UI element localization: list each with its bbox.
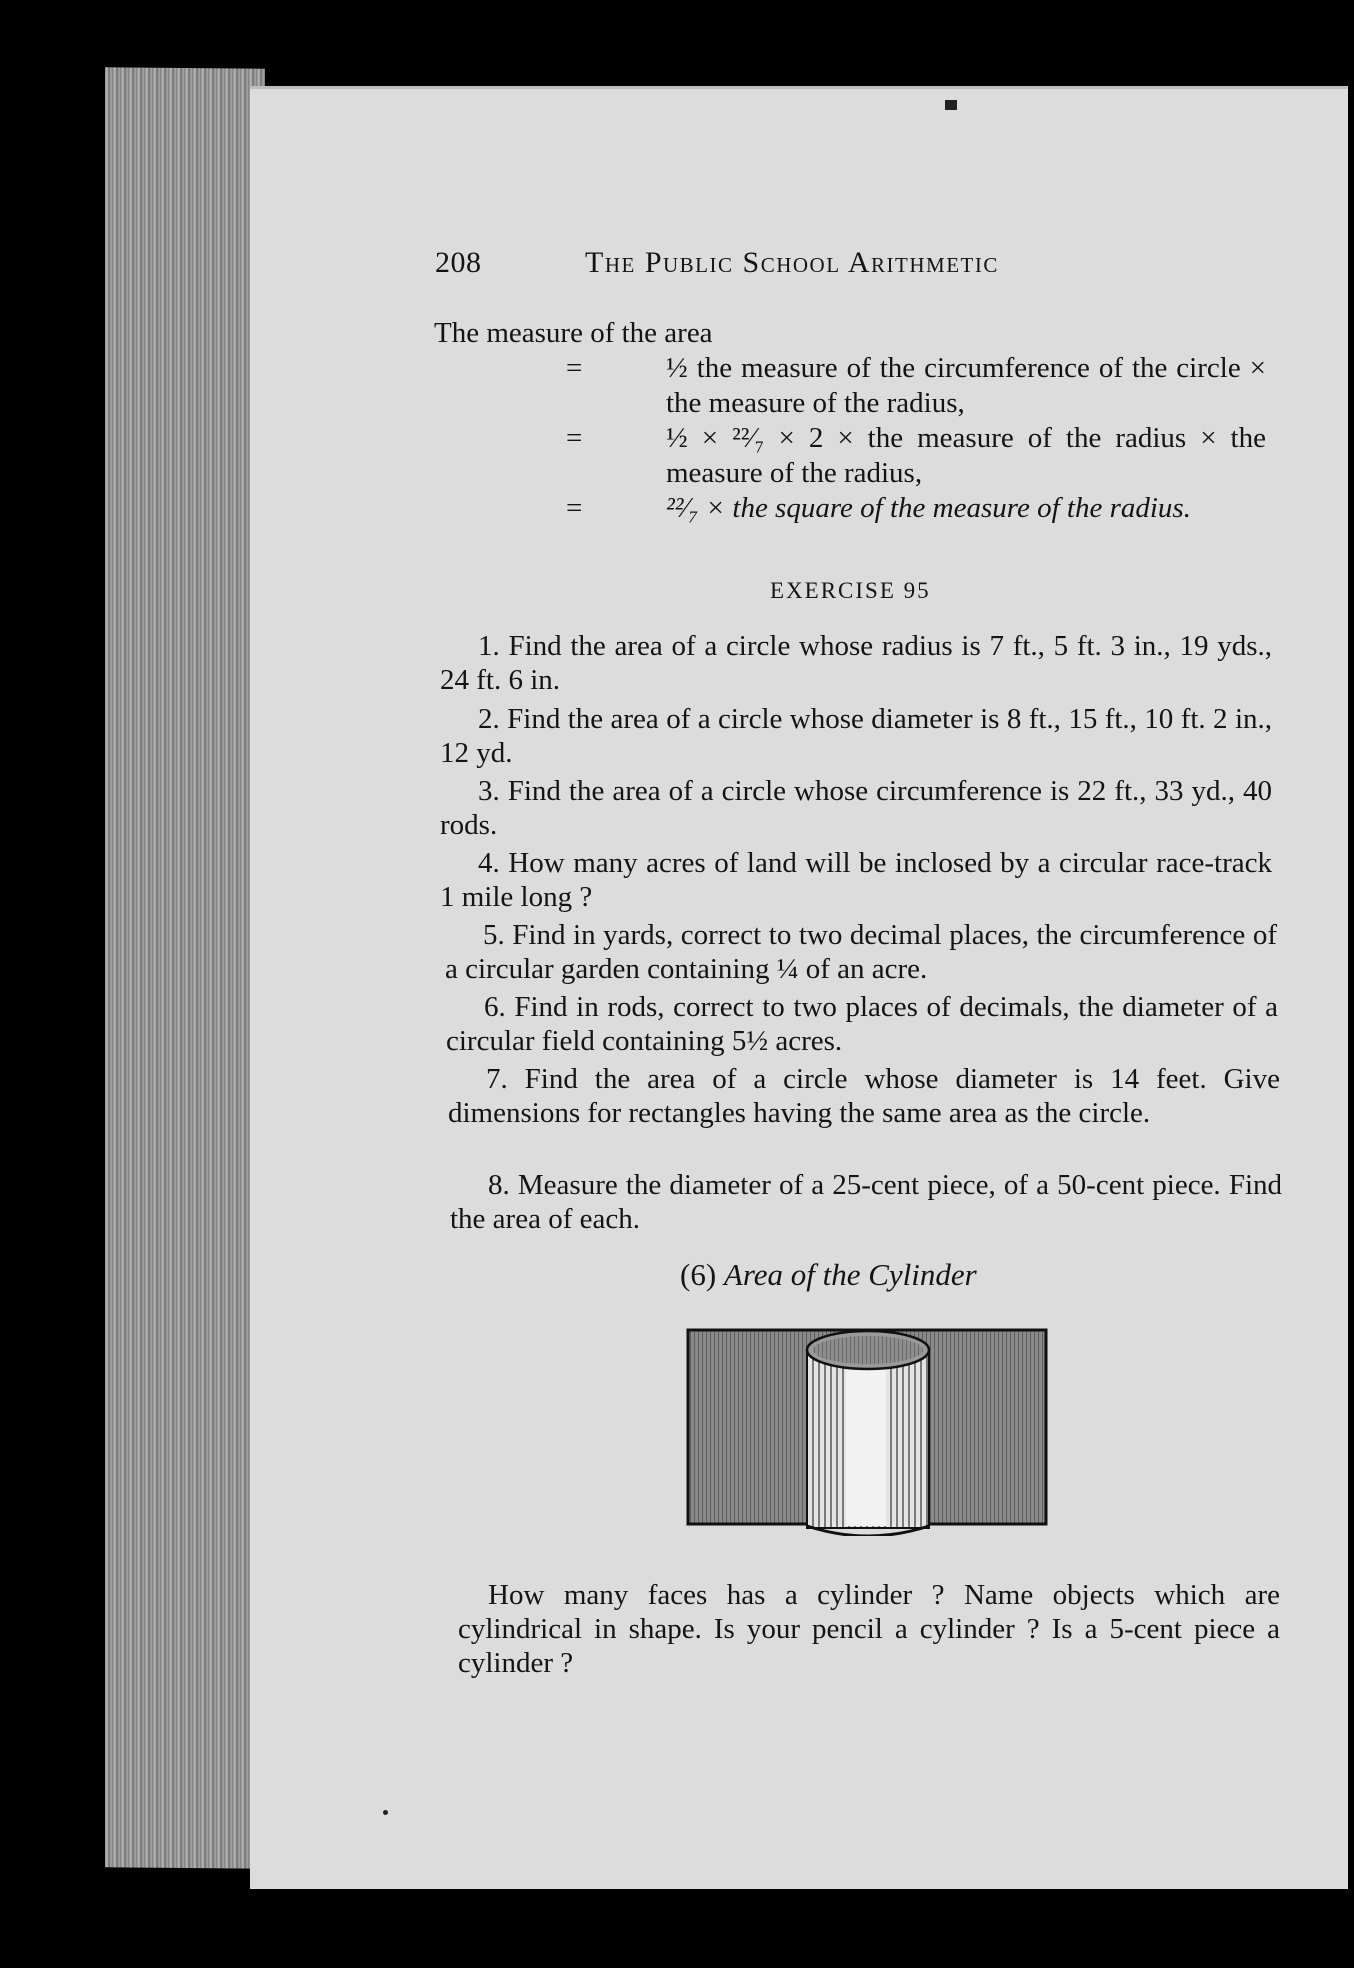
derivation-lead: The measure of the area [434, 317, 713, 349]
exercise-problem: 2. Find the area of a circle whose diameter is 8 ft., 15 ft., 10 ft. 2 in., 12 yd. [440, 703, 1272, 769]
exercise-problem: 3. Find the area of a circle whose circumference is 22 ft., 33 yd., 40 rods. [440, 775, 1272, 841]
print-mark [945, 100, 957, 110]
book-title: The Public School Arithmetic [585, 246, 999, 279]
book-page-edges [105, 67, 265, 1868]
equation-text: ½ × ²²⁄₇ × 2 × the measure of the radius × the measure of the radius, [666, 422, 1266, 489]
page-number: 208 [435, 246, 482, 279]
section-heading [680, 1257, 977, 1293]
exercise-problem: 4. How many acres of land will be inclosed by a circular race-track 1 mile long ? [440, 847, 1272, 913]
exercise-problem: 8. Measure the diameter of a 25-cent piece, of a 50-cent piece. Find the area of each. [450, 1169, 1282, 1235]
equation-text: ²²⁄₇ × the square of the measure of the radius. [666, 492, 1191, 524]
equals-sign: = [566, 492, 583, 524]
exercise-problem: 6. Find in rods, correct to two places of decimals, the diameter of a circular field containing 5½ acres. [446, 991, 1278, 1057]
cylinder-illustration [686, 1326, 1050, 1536]
exercise-problem: 7. Find the area of a circle whose diameter is 14 feet. Give dimensions for rectangles having the same area as the circle. [448, 1063, 1280, 1129]
section-number: (6) [680, 1257, 717, 1292]
exercise-problem: 5. Find in yards, correct to two decimal places, the circumference of a circular garden containing ¼ of an acre. [445, 919, 1277, 985]
exercise-problem: 1. Find the area of a circle whose radius is 7 ft., 5 ft. 3 in., 19 yds., 24 ft. 6 in. [440, 630, 1272, 696]
exercise-heading: EXERCISE 95 [770, 578, 931, 603]
equation-line-2 [566, 421, 1266, 491]
section-title: Area of the Cylinder [723, 1257, 977, 1292]
equation-line-3 [566, 491, 1266, 526]
equals-sign: = [566, 422, 583, 454]
equation-text: ½ the measure of the circumference of the circle × the measure of the radius, [666, 352, 1266, 419]
running-head [435, 246, 1135, 286]
equals-sign: = [566, 352, 583, 384]
stray-mark [383, 1810, 388, 1815]
cylinder-question: How many faces has a cylinder ? Name objects which are cylindrical in shape. Is your pencil a cylinder ? Is a 5-cent piece a cylinder ? [458, 1579, 1280, 1679]
equation-line-1 [566, 351, 1266, 421]
